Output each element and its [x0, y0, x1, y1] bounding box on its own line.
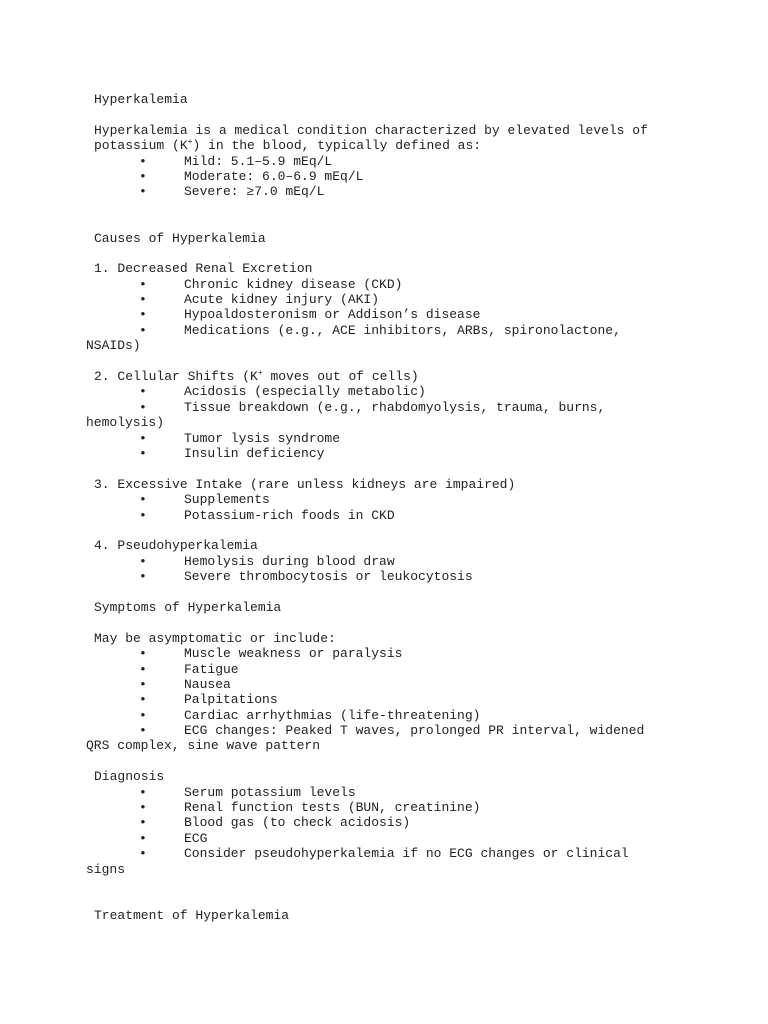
intro-text-a: potassium (K — [94, 138, 188, 154]
list-item-continuation: hemolysis) — [86, 415, 165, 431]
intro-text-b: ) in the blood, typically defined as: — [192, 138, 482, 154]
list-item — [86, 322, 694, 354]
bullet: • — [139, 292, 147, 308]
bullet: • — [139, 784, 147, 800]
symptoms-lead: May be asymptomatic or include: — [94, 630, 336, 646]
potassium-superscript: + — [257, 369, 263, 379]
list-item-text: Medications (e.g., ACE inhibitors, ARBs, spironolactone, — [184, 322, 621, 338]
bullet: • — [139, 800, 147, 816]
bullet: • — [139, 815, 147, 831]
level-mild: Mild: 5.1–5.9 mEq/L — [184, 153, 333, 169]
list-item-text: Nausea — [184, 676, 231, 692]
bullet: • — [139, 446, 147, 462]
bullet: • — [139, 707, 147, 723]
pseudo-heading: 4. Pseudohyperkalemia — [94, 538, 258, 554]
list-item-text: Potassium-rich foods in CKD — [184, 507, 395, 523]
list-item-continuation: signs — [86, 861, 126, 877]
bullet: • — [139, 322, 147, 338]
list-item — [94, 692, 694, 707]
renal-heading: 1. Decreased Renal Excretion — [94, 261, 313, 277]
list-item-text: Hemolysis during blood draw — [184, 553, 395, 569]
causes-heading: Causes of Hyperkalemia — [94, 230, 266, 246]
treatment-heading: Treatment of Hyperkalemia — [94, 907, 290, 923]
list-item-text: Renal function tests (BUN, creatinine) — [184, 800, 481, 816]
list-item — [94, 184, 694, 199]
list-item — [86, 399, 694, 431]
level-severe: Severe: ≥7.0 mEq/L — [184, 184, 325, 200]
list-item — [94, 677, 694, 692]
bullet: • — [139, 553, 147, 569]
bullet: • — [139, 676, 147, 692]
list-item-text: Consider pseudohyperkalemia if no ECG changes or clinical — [184, 846, 629, 862]
bullet: • — [139, 569, 147, 585]
list-item-continuation: QRS complex, sine wave pattern — [86, 738, 321, 754]
bullet: • — [139, 184, 147, 200]
list-item-text: Tumor lysis syndrome — [184, 430, 341, 446]
bullet: • — [139, 646, 147, 662]
list-item — [94, 446, 694, 461]
list-item — [94, 831, 694, 846]
list-item-text: Acidosis (especially metabolic) — [184, 384, 426, 400]
list-item-text: Acute kidney injury (AKI) — [184, 292, 380, 308]
bullet: • — [139, 399, 147, 415]
intake-heading: 3. Excessive Intake (rare unless kidneys are impaired) — [94, 476, 516, 492]
list-item-text: Tissue breakdown (e.g., rhabdomyolysis, trauma, burns, — [184, 399, 606, 415]
list-item-text: Palpitations — [184, 692, 278, 708]
cellular-heading — [94, 369, 694, 384]
list-item — [94, 431, 694, 446]
bullet: • — [139, 384, 147, 400]
list-item-text: Fatigue — [184, 661, 239, 677]
list-item — [94, 307, 694, 322]
list-item — [94, 169, 694, 184]
list-item-text: Hypoaldosteronism or Addison’s disease — [184, 307, 481, 323]
intro-line-2 — [94, 138, 694, 153]
bullet: • — [139, 830, 147, 846]
list-item-text: Severe thrombocytosis or leukocytosis — [184, 569, 473, 585]
list-item — [94, 815, 694, 830]
potassium-superscript: + — [187, 138, 193, 148]
bullet: • — [139, 692, 147, 708]
list-item — [94, 569, 694, 584]
bullet: • — [139, 846, 147, 862]
list-item — [94, 277, 694, 292]
intro-line-1: Hyperkalemia is a medical condition characterized by elevated levels of — [94, 122, 648, 138]
bullet: • — [139, 430, 147, 446]
list-item — [94, 384, 694, 399]
bullet: • — [139, 492, 147, 508]
bullet: • — [139, 661, 147, 677]
list-item — [94, 292, 694, 307]
symptoms-heading: Symptoms of Hyperkalemia — [94, 599, 282, 615]
list-item-text: Cardiac arrhythmias (life-threatening) — [184, 707, 481, 723]
list-item — [86, 846, 694, 877]
bullet: • — [139, 723, 147, 739]
list-item-text: ECG — [184, 830, 208, 846]
list-item-text: ECG changes: Peaked T waves, prolonged PR interval, widened — [184, 723, 645, 739]
bullet: • — [139, 507, 147, 523]
list-item-continuation: NSAIDs) — [86, 338, 141, 354]
list-item-text: Supplements — [184, 492, 270, 508]
list-item — [94, 785, 694, 800]
level-moderate: Moderate: 6.0–6.9 mEq/L — [184, 168, 364, 184]
list-item-text: Chronic kidney disease (CKD) — [184, 276, 403, 292]
bullet: • — [139, 276, 147, 292]
list-item-text: Muscle weakness or paralysis — [184, 646, 403, 662]
list-item — [94, 662, 694, 677]
list-item — [86, 723, 694, 754]
list-item — [94, 646, 694, 661]
list-item-text: Insulin deficiency — [184, 446, 325, 462]
document-page — [86, 92, 694, 923]
diagnosis-heading: Diagnosis — [94, 769, 165, 785]
list-item — [94, 492, 694, 507]
bullet: • — [139, 153, 147, 169]
list-item-text: Serum potassium levels — [184, 784, 356, 800]
list-item-text: Blood gas (to check acidosis) — [184, 815, 411, 831]
bullet: • — [139, 168, 147, 184]
list-item — [94, 154, 694, 169]
document-title: Hyperkalemia — [94, 92, 188, 107]
cellular-heading-text-b: moves out of cells) — [262, 369, 419, 385]
list-item — [94, 708, 694, 723]
list-item — [94, 554, 694, 569]
bullet: • — [139, 307, 147, 323]
list-item — [94, 800, 694, 815]
list-item — [94, 508, 694, 523]
cellular-heading-text-a: 2. Cellular Shifts (K — [94, 369, 258, 385]
